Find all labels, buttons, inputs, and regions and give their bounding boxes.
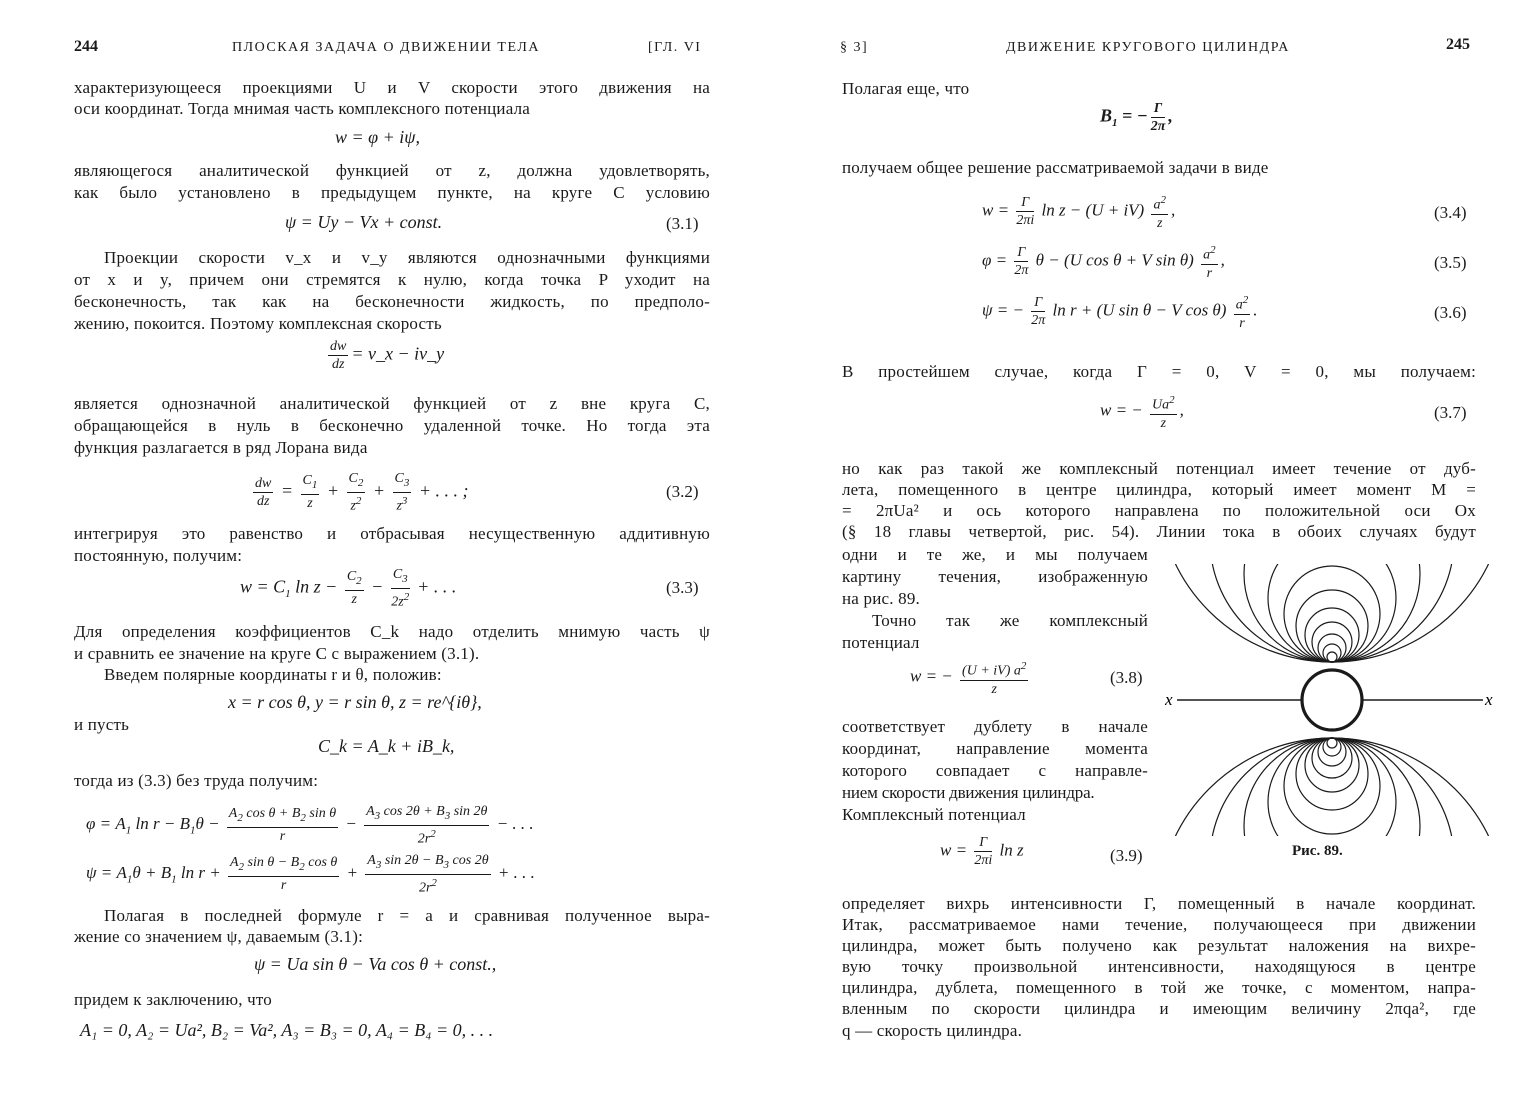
right-page: [760, 0, 1515, 1094]
text-line: как было установлено в предыдущем пункте, на круге C условию: [74, 183, 710, 202]
text-line: получаем общее решение рассматриваемой задачи в виде: [842, 158, 1269, 177]
text-line: которого совпадает с направле-: [842, 761, 1148, 780]
equation-number: (3.5): [1434, 253, 1467, 272]
text-line: Комплексный потенциал: [842, 805, 1026, 824]
text-line: (§ 18 главы четвертой, рис. 54). Линии тока в обоих случаях будут: [842, 522, 1476, 541]
text-line: Введем полярные координаты r и θ, положив:: [104, 665, 442, 684]
text-line: Полагая еще, что: [842, 79, 970, 98]
page-number: 244: [74, 38, 98, 55]
axis-label-right: x: [1485, 690, 1493, 709]
text-line: постоянную, получим:: [74, 546, 243, 565]
equation-number: (3.1): [666, 214, 699, 233]
text-line: картину течения, изображенную: [842, 567, 1148, 586]
equation-3-5: φ = $\frac{\Gamma}{2\pi}$ θ − (U cos θ + V sin θ) $\frac{a^2}{r}$ ,: [982, 244, 1225, 281]
equation-dwdz: $\frac{dw}{dz}$ = v_x − iv_y: [330, 339, 445, 372]
equation-3-7: w = − $\frac{Ua^2}{z}$ ,: [1100, 394, 1184, 431]
text-line: бесконечность, так как на бесконечности жидкость, по предполо-: [74, 292, 710, 311]
equation-coefficients: A₁ = 0, A₂ = Ua², B₂ = Va², A₃ = B₃ = 0, A₄ = B₄ = 0, . . .: [80, 1020, 494, 1040]
text-line: соответствует дублету в начале: [842, 717, 1148, 736]
text-line: q — скорость цилиндра.: [842, 1021, 1023, 1040]
text-line: лета, помещенного в центре цилиндра, который имеет момент M =: [842, 480, 1476, 499]
equation-3-9: w = $\frac{\Gamma}{2\pi i}$ ln z: [940, 835, 1024, 868]
text-line: вую точку произвольной интенсивности, находящуюся в центре: [842, 957, 1476, 976]
text-line: и пусть: [74, 715, 130, 734]
text-line: Проекции скорости v_x и v_y являются однозначными функциями: [104, 248, 710, 267]
clip-top: [1165, 560, 1495, 564]
equation-3-4: w = $\frac{\Gamma}{2\pi i}$ ln z − (U + iV) $\frac{a^2}{z}$ ,: [982, 194, 1176, 231]
text-line: определяет вихрь интенсивности Γ, помещенный в начале координат.: [842, 894, 1476, 913]
figure-89-streamlines: [1165, 560, 1495, 840]
text-line: интегрируя это равенство и отбрасывая несущественную аддитивную: [74, 524, 710, 543]
equation-number: (3.8): [1110, 668, 1143, 687]
equation-3-6: ψ = − $\frac{\Gamma}{2\pi}$ ln r + (U sin θ − V cos θ) $\frac{a^2}{r}$ .: [982, 294, 1258, 331]
running-head: ДВИЖЕНИЕ КРУГОВОГО ЦИЛИНДРА: [1006, 40, 1290, 55]
text-line: потенциал: [842, 633, 920, 652]
text-line: является однозначной аналитической функцией от z вне круга C,: [74, 394, 710, 413]
text-line: координат, направление момента: [842, 739, 1148, 758]
equation-polar: x = r cos θ, y = r sin θ, z = re^{iθ},: [228, 692, 482, 712]
equation-3-3: $w = C_1$ ln z − $\frac{C_2}{z}$ − $\frac{C_3}{2z^2}$ + . . .: [240, 567, 457, 610]
equation-number: (3.6): [1434, 303, 1467, 322]
text-line: = 2πUa² и ось которого направлена по положительной оси Ox: [842, 501, 1476, 520]
text-line: от x и y, причем они стремятся к нулю, когда точка P уходит на: [74, 270, 710, 289]
equation-3-2: $\frac{dw}{dz}$ = $\frac{C_1}{z}$ + $\frac{C_2}{z^2}$ + $\frac{C_3}{z^3}$ + . . . ;: [255, 471, 469, 514]
equation-ck: C_k = A_k + iB_k,: [318, 736, 455, 756]
text-line: Полагая в последней формуле r = a и сравнивая полученное выра-: [104, 906, 710, 925]
text-line: одни и те же, и мы получаем: [842, 545, 1148, 564]
equation-psi: $\psi = A_1\theta + B_1$ ln r + $\frac{A_2 \sin \theta - B_2 \cos \theta}{r}$ + $\frac{A_3 \sin 2\theta - B_3 \cos 2\theta}{2r^2}$ + . . .: [86, 853, 535, 896]
page-number: 245: [1446, 36, 1470, 53]
equation-w: w = φ + iψ,: [335, 127, 420, 147]
equation-number: (3.7): [1434, 403, 1467, 422]
text-line: нием скорости движения цилиндра.: [842, 783, 1095, 802]
equation-3-8: w = − $\frac{(U + iV) a^2}{z}$: [910, 660, 1027, 697]
equation-number: (3.4): [1434, 203, 1467, 222]
equation-b1: $B_1$ = − $\frac{\Gamma}{2\pi}$ ,: [1100, 101, 1173, 134]
text-line: оси координат. Тогда мнимая часть комплексного потенциала: [74, 99, 531, 118]
figure-caption: Рис. 89.: [1292, 843, 1343, 859]
equation-phi: $\varphi = A_1$ $\ln r - B_1\theta$ − $\frac{A_2 \cos \theta + B_2 \sin \theta}{r}$ − $\frac{A_3 \cos 2\theta + B_3 \sin 2\theta}{2r^2}$ − . . .: [86, 804, 534, 847]
text-line: Для определения коэффициентов C_k надо отделить мнимую часть ψ: [74, 622, 710, 641]
text-line: функция разлагается в ряд Лорана вида: [74, 438, 368, 457]
text-line: цилиндра, может быть получено как результат наложения на вихре-: [842, 936, 1476, 955]
equation-3-1: ψ = Uy − Vx + const.: [285, 212, 443, 232]
text-line: и сравнить ее значение на круге C с выражением (3.1).: [74, 644, 480, 663]
section-label: § 3]: [840, 40, 869, 55]
chapter-label: [ГЛ. VI: [648, 40, 702, 55]
axis-label-left: x: [1165, 690, 1173, 709]
text-line: тогда из (3.3) без труда получим:: [74, 771, 319, 790]
cylinder-circle: [1302, 670, 1362, 730]
text-line: на рис. 89.: [842, 589, 920, 608]
text-line: жение со значением ψ, даваемым (3.1):: [74, 927, 363, 946]
dwdz-rhs: = v_x − iv_y: [351, 343, 445, 364]
equation-psi-const: ψ = Ua sin θ − Va cos θ + const.,: [254, 954, 497, 974]
text-line: Точно так же комплексный: [872, 611, 1148, 630]
clip-bottom: [1165, 836, 1495, 840]
text-line: являющегося аналитической функцией от z, должна удовлетворять,: [74, 161, 710, 180]
text-line: придем к заключению, что: [74, 990, 273, 1009]
equation-number: (3.3): [666, 578, 699, 597]
text-line: обращающейся в нуль в бесконечно удаленной точке. Но тогда эта: [74, 416, 710, 435]
text-line: но как раз такой же комплексный потенциал имеет течение от дуб-: [842, 459, 1476, 478]
text-line: вленным по скорости цилиндра и имеющим величину 2πqa², где: [842, 999, 1476, 1018]
text-line: жению, покоится. Поэтому комплексная скорость: [74, 314, 442, 333]
text-line: цилиндра, дублета, помещенного в той же точке, с моментом, напра-: [842, 978, 1476, 997]
text-line: Итак, рассматриваемое нами течение, получающееся при движении: [842, 915, 1476, 934]
equation-number: (3.2): [666, 482, 699, 501]
text-line: В простейшем случае, когда Γ = 0, V = 0, мы получаем:: [842, 362, 1476, 381]
equation-number: (3.9): [1110, 846, 1143, 865]
text-line: характеризующееся проекциями U и V скорости этого движения на: [74, 78, 710, 97]
running-head: ПЛОСКАЯ ЗАДАЧА О ДВИЖЕНИИ ТЕЛА: [232, 40, 540, 55]
